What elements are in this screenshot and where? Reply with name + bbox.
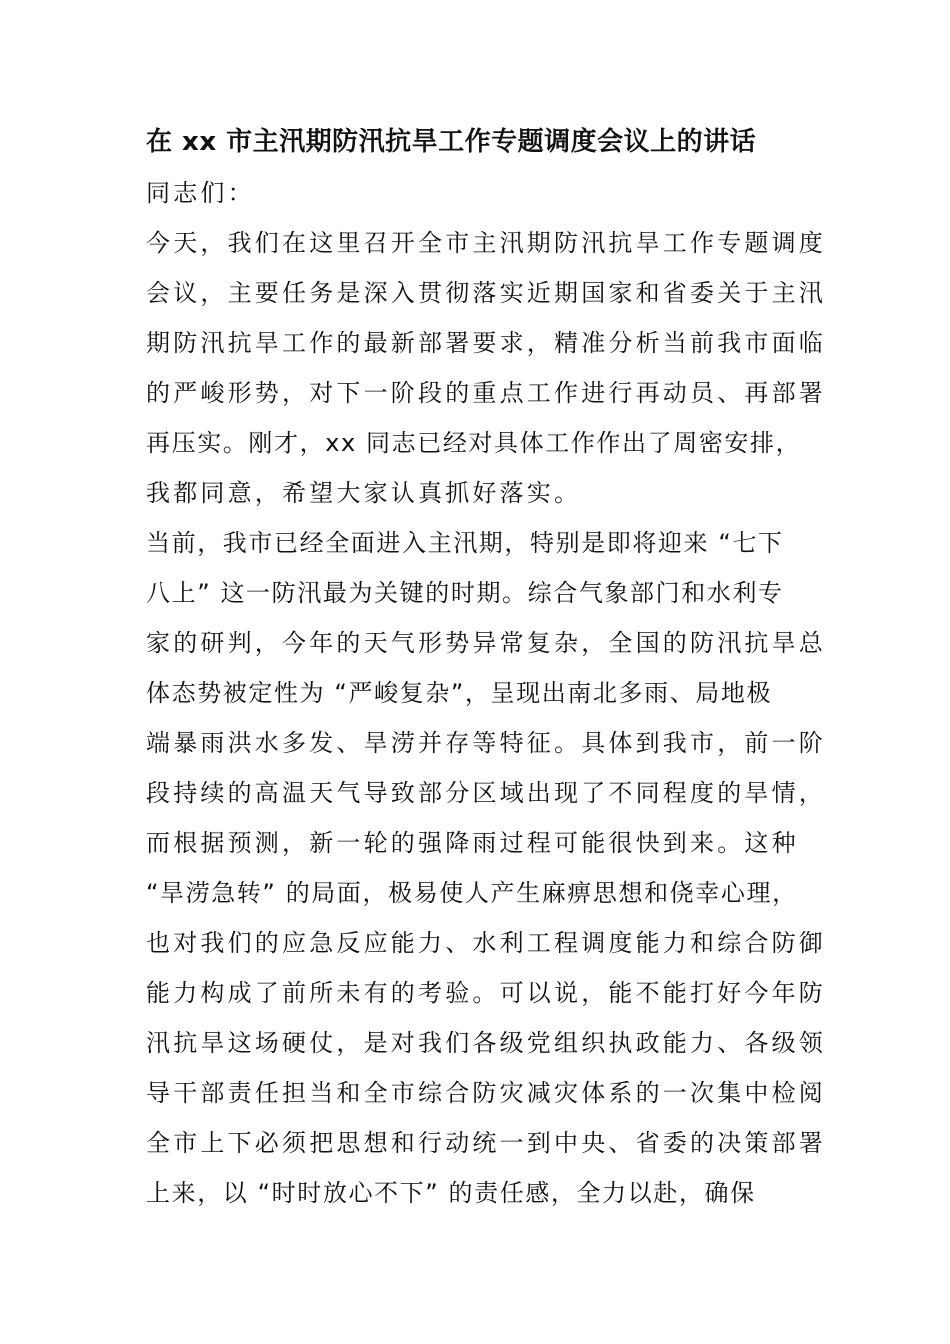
- body-line: 导干部责任担当和全市综合防灾减灾体系的一次集中检阅: [146, 1079, 826, 1107]
- body-line: 体态势被定性为 “严峻复杂”，呈现出南北多雨、局地极: [146, 679, 773, 707]
- body-line: 上来，以 “时时放心不下” 的责任感，全力以赴，确保: [146, 1179, 756, 1207]
- body-line: 汛抗旱这场硬仗，是对我们各级党组织执政能力、各级领: [146, 1029, 826, 1057]
- salutation: 同志们：: [146, 179, 255, 207]
- body-line: 今天，我们在这里召开全市主汛期防汛抗旱工作专题调度: [146, 229, 826, 257]
- body-line: 期防汛抗旱工作的最新部署要求，精准分析当前我市面临: [146, 329, 826, 357]
- body-line: 端暴雨洪水多发、旱涝并存等特征。具体到我市，前一阶: [146, 729, 826, 757]
- body-line: 家的研判，今年的天气形势异常复杂，全国的防汛抗旱总: [146, 629, 826, 657]
- body-line: 也对我们的应急反应能力、水利工程调度能力和综合防御: [146, 929, 826, 957]
- document-title: 在 xx 市主汛期防汛抗旱工作专题调度会议上的讲话: [146, 127, 757, 157]
- body-line: 当前，我市已经全面进入主汛期，特别是即将迎来 “七下: [146, 529, 784, 557]
- body-line: 全市上下必须把思想和行动统一到中央、省委的决策部署: [146, 1129, 826, 1157]
- body-line: 段持续的高温天气导致部分区域出现了不同程度的旱情，: [146, 779, 826, 807]
- body-line: 能力构成了前所未有的考验。可以说，能不能打好今年防: [146, 979, 826, 1007]
- body-line: 的严峻形势，对下一阶段的重点工作进行再动员、再部署: [146, 379, 826, 407]
- body-line: 而根据预测，新一轮的强降雨过程可能很快到来。这种: [146, 829, 799, 857]
- body-line: “旱涝急转” 的局面，极易使人产生麻痹思想和侥幸心理，: [146, 879, 798, 907]
- body-line: 我都同意，希望大家认真抓好落实。: [146, 479, 582, 507]
- body-line: 八上” 这一防汛最为关键的时期。综合气象部门和水利专: [146, 579, 784, 607]
- body-line: 再压实。刚才，xx 同志已经对具体工作作出了周密安排，: [146, 429, 802, 457]
- body-line: 会议，主要任务是深入贯彻落实近期国家和省委关于主汛: [146, 279, 826, 307]
